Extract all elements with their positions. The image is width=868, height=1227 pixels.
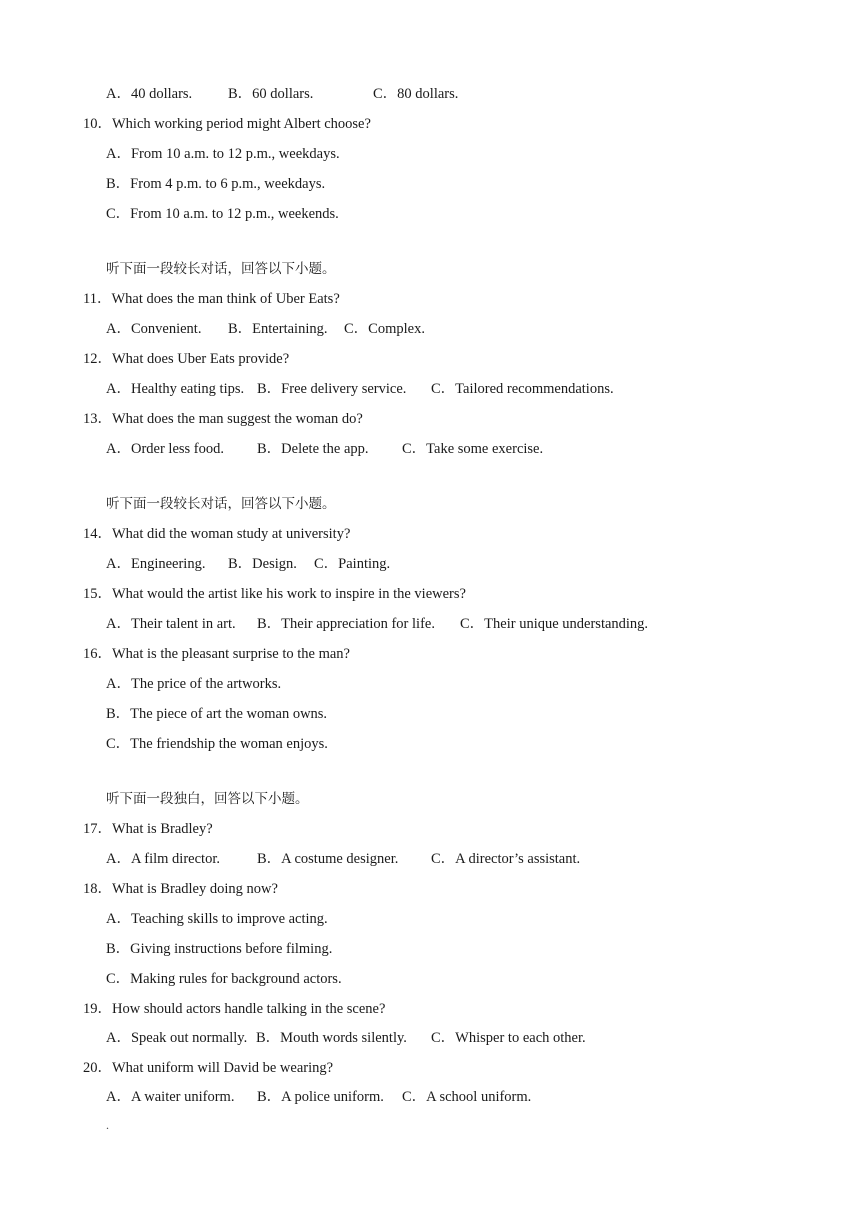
q10-option-b: B．From 4 p.m. to 6 p.m., weekdays. xyxy=(106,176,326,192)
q13-option-a: A．Order less food. xyxy=(106,441,224,457)
q17-option-b: B．A costume designer. xyxy=(257,851,399,867)
q19-question: 19．How should actors handle talking in the scene? xyxy=(83,1001,386,1017)
q9-option-c: C．80 dollars. xyxy=(373,86,459,102)
q15-options xyxy=(106,615,706,633)
q17-option-a: A．A film director. xyxy=(106,851,220,867)
q20-option-b: B．A police uniform. xyxy=(257,1089,384,1105)
q13-question: 13．What does the man suggest the woman do? xyxy=(83,411,363,427)
q18-question: 18．What is Bradley doing now? xyxy=(83,881,278,897)
q16-option-b: B．The piece of art the woman owns. xyxy=(106,706,328,722)
q11-question: 11．What does the man think of Uber Eats? xyxy=(83,291,340,307)
q14-options xyxy=(106,555,606,573)
q13-option-c: C．Take some exercise. xyxy=(402,441,544,457)
q11-option-a: A．Convenient. xyxy=(106,321,202,337)
q14-option-a: A．Engineering. xyxy=(106,556,206,572)
q12-options xyxy=(106,380,666,398)
q19-option-a: A．Speak out normally. xyxy=(106,1030,248,1046)
q18-option-b: B．Giving instructions before filming. xyxy=(106,941,333,957)
q15-option-a: A．Their talent in art. xyxy=(106,616,236,632)
section-heading-dialogue-1: 听下面一段较长对话，回答以下小题。 xyxy=(106,261,336,277)
q19-options xyxy=(106,1029,666,1047)
q14-question: 14．What did the woman study at university? xyxy=(83,526,351,542)
q16-option-c: C．The friendship the woman enjoys. xyxy=(106,736,328,752)
q12-option-c: C．Tailored recommendations. xyxy=(431,381,614,397)
q14-option-c: C．Painting. xyxy=(314,556,391,572)
q10-option-a: A．From 10 a.m. to 12 p.m., weekdays. xyxy=(106,146,340,162)
q10-question: 10．Which working period might Albert choose? xyxy=(83,116,371,132)
q16-question: 16．What is the pleasant surprise to the man? xyxy=(83,646,350,662)
section-heading-dialogue-2: 听下面一段较长对话，回答以下小题。 xyxy=(106,496,336,512)
q13-options xyxy=(106,440,606,458)
q9-option-b: B．60 dollars. xyxy=(228,86,314,102)
q16-option-a: A．The price of the artworks. xyxy=(106,676,282,692)
section-heading-monologue: 听下面一段独白，回答以下小题。 xyxy=(106,791,309,807)
q11-options xyxy=(106,320,606,338)
q19-option-c: C．Whisper to each other. xyxy=(431,1030,586,1046)
q11-option-c: C．Complex. xyxy=(344,321,425,337)
q15-option-b: B．Their appreciation for life. xyxy=(257,616,435,632)
q18-option-c: C．Making rules for background actors. xyxy=(106,971,342,987)
q9-options xyxy=(106,85,606,103)
q11-option-b: B．Entertaining. xyxy=(228,321,328,337)
q20-options xyxy=(106,1088,666,1106)
q17-question: 17．What is Bradley? xyxy=(83,821,213,837)
q15-option-c: C．Their unique understanding. xyxy=(460,616,649,632)
q9-option-a: A．40 dollars. xyxy=(106,86,193,102)
q17-option-c: C．A director’s assistant. xyxy=(431,851,581,867)
q13-option-b: B．Delete the app. xyxy=(257,441,369,457)
q14-option-b: B．Design. xyxy=(228,556,297,572)
q12-option-a: A．Healthy eating tips. xyxy=(106,381,245,397)
q12-option-b: B．Free delivery service. xyxy=(257,381,407,397)
q19-option-b: B．Mouth words silently. xyxy=(256,1030,407,1046)
q10-option-c: C．From 10 a.m. to 12 p.m., weekends. xyxy=(106,206,339,222)
q15-question: 15．What would the artist like his work to inspire in the viewers? xyxy=(83,586,466,602)
q18-option-a: A．Teaching skills to improve acting. xyxy=(106,911,328,927)
q17-options xyxy=(106,850,666,868)
q20-option-c: C．A school uniform. xyxy=(402,1089,532,1105)
q20-option-a: A．A waiter uniform. xyxy=(106,1089,235,1105)
trailing-mark: . xyxy=(106,1118,109,1132)
q12-question: 12．What does Uber Eats provide? xyxy=(83,351,290,367)
q20-question: 20．What uniform will David be wearing? xyxy=(83,1060,334,1076)
